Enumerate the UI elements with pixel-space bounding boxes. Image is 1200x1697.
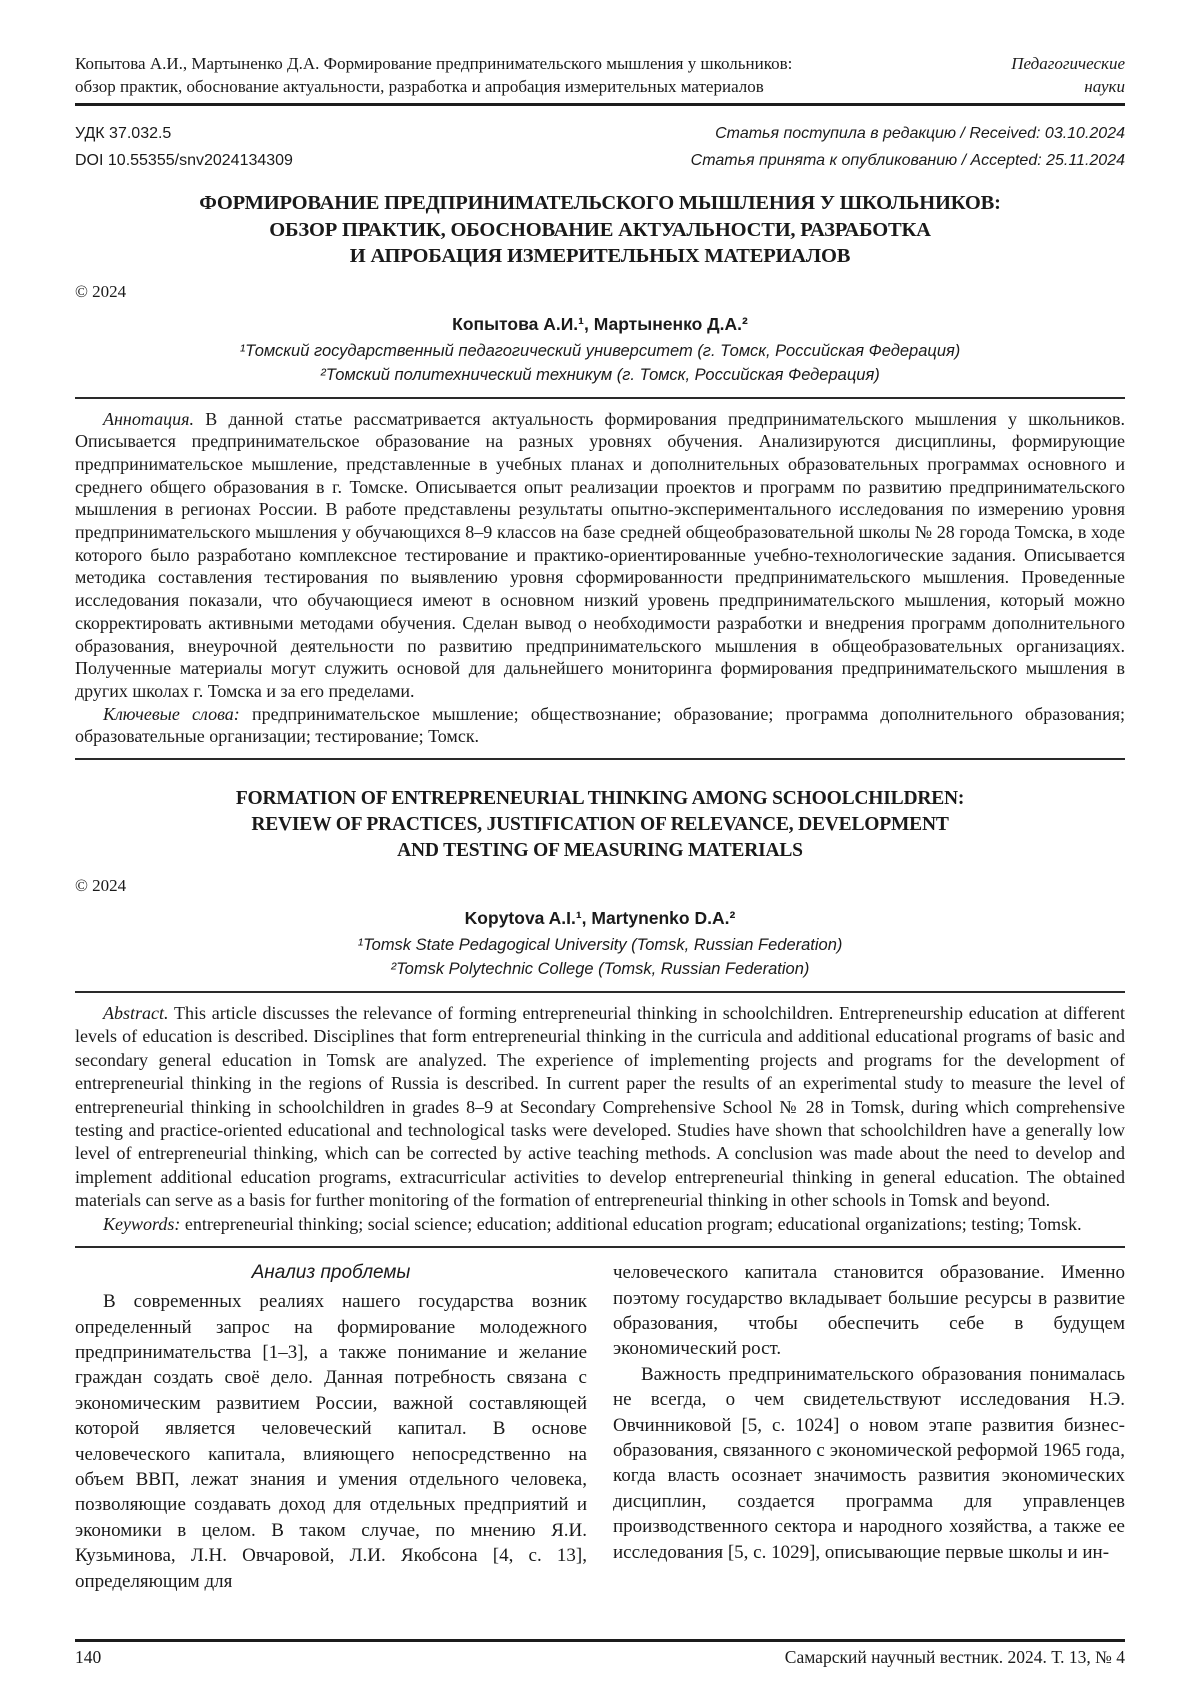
page-number: 140 (75, 1647, 102, 1667)
accepted-date: Статья принята к опубликованию / Accepted: 25.11.2024 (690, 152, 1125, 169)
body-column-right (613, 1260, 1125, 1594)
affiliation-en-1: ¹Tomsk State Pedagogical University (Tomsk, Russian Federation) (357, 936, 843, 955)
keywords-ru (75, 703, 1125, 748)
journal-reference: Самарский научный вестник. 2024. Т. 13, № 4 (784, 1647, 1125, 1667)
affiliations-ru (75, 339, 1125, 387)
article-meta (75, 120, 1125, 174)
keywords-en-text: entrepreneurial thinking; social science; education; additional education program; educational organizations; testing; Tomsk. (180, 1213, 1082, 1234)
title-ru-line2: ОБЗОР ПРАКТИК, ОБОСНОВАНИЕ АКТУАЛЬНОСТИ, РАЗРАБОТКА (269, 218, 931, 241)
meta-row-udc-received (75, 120, 1125, 147)
divider-below-keywords-ru (75, 758, 1125, 760)
divider-above-abstract-ru (75, 397, 1125, 399)
running-head-article-ref (75, 52, 792, 98)
page-title-ru (75, 190, 1125, 270)
abstract-ru (75, 408, 1125, 703)
abstract-ru-text: В данной статье рассматривается актуальность формирования предпринимательского мышления у школьников. Описывается предпринимательское образование на разных уровнях обучения. Анализируются дисциплины, формирующие предпринимательское мышление, представленные в учебных планах и дополнительных образовательных программах основного и среднего общего образования в г. Томске. Описывается опыт реализации проектов и программ по развитию предпринимательского мышления в регионах России. В работе представлены результаты опытно-экспериментального исследования по измерению уровня предпринимательского мышления у обучающихся 8–9 классов на базе средней общеобразовательной школы № 28 города Томска, в ходе которого было разработано комплексное тестирование и практико-ориентированные учебно-технологические задания. Описывается методика составления тестирования по выявлению уровня сформированности предпринимательского мышления. Проведенные исследования показали, что обучающиеся имеют в основном низкий уровень предпринимательского мышления, который можно скорректировать активными методами обучения. Сделан вывод о необходимости разработки и внедрения программ дополнительного образования, внеурочной деятельности по развитию предпринимательского мышления в общеобразовательных организациях. Полученные материалы могут служить основой для дальнейшего мониторинга формирования предпринимательского мышления в других школах г. Томска и за его пределами. (75, 408, 1125, 701)
divider-below-keywords-en (75, 1246, 1125, 1248)
section-heading-analysis: Анализ проблемы (251, 1262, 411, 1284)
authors-en: Kopytova A.I.¹, Martynenko D.A.² (464, 908, 736, 929)
abstract-en-text: This article discusses the relevance of forming entrepreneurial thinking in schoolchildren. Entrepreneurship education at different levels of education is described. Disciplines that form entrepreneurial thinking in the curricula and additional educational programs of basic and secondary general education in Tomsk are analyzed. The experience of implementing projects and programs for the development of entrepreneurial thinking in the regions of Russia is described. In current paper the results of an experimental study to measure the level of entrepreneurial thinking in schoolchildren in grades 8–9 at Secondary Comprehensive School № 28 in Tomsk, during which comprehensive testing and practice-oriented educational and technological tasks were developed. Studies have shown that schoolchildren have a generally low level of entrepreneurial thinking, which can be corrected by active teaching methods. A conclusion was made about the need to develop and implement additional education programs, extracurricular activities to develop entrepreneurial thinking in general education. The obtained materials can serve as a basis for further monitoring of the formation of entrepreneurial thinking in other schools in Tomsk and beyond. (75, 1003, 1125, 1211)
copyright-ru: © 2024 (75, 281, 127, 301)
running-head (75, 52, 1125, 106)
body-paragraph: Важность предпринимательского образования понималась не всегда, о чем свидетельствуют исследования Н.Э. Овчинниковой [5, с. 1024] о новом этапе развития бизнес-образования, связанного с экономической реформой 1965 года, когда власть осознает значимость развития экономических дисциплин, создается программа для управленцев производственного сектора и народного хозяйства, а также ее исследования [5, с. 1029], описывающие первые школы и ин- (613, 1363, 1125, 1563)
doi-code: DOI 10.55355/snv2024134309 (75, 152, 293, 169)
body-column-left (75, 1260, 587, 1594)
affiliation-ru-1: ¹Томский государственный педагогический университет (г. Томск, Российская Федерация) (239, 341, 961, 360)
keywords-en-label: Keywords: (103, 1213, 181, 1234)
authors-ru: Копытова А.И.¹, Мартыненко Д.А.² (452, 313, 748, 334)
running-head-section-line1: Педагогические (1011, 54, 1125, 73)
title-en-line1: FORMATION OF ENTREPRENEURIAL THINKING AMONG SCHOOLCHILDREN: (235, 788, 965, 810)
running-head-section-line2: науки (1084, 77, 1125, 96)
article-body-columns (75, 1260, 1125, 1594)
body-paragraph: В современных реалиях нашего государства возник определенный запрос на формирование молодежного предпринимательства [1–3], а также понимание и желание граждан создать своё дело. Данная потребность связана с экономическим развитием России, важной составляющей которой является человеческий капитал. В основе человеческого капитала, влияющего непосредственно на объем ВВП, лежат знания и умения отдельного человека, позволяющие создавать доход для отдельных предприятий и экономики в целом. В таком случае, по мнению Я.И. Кузьминова, Л.Н. Овчаровой, Л.И. Якобсона [4, с. 13], определяющим для (75, 1291, 587, 1592)
meta-row-doi-accepted (75, 147, 1125, 174)
divider-above-abstract-en (75, 991, 1125, 993)
affiliation-en-2: ²Tomsk Polytechnic College (Tomsk, Russian Federation) (390, 960, 810, 979)
abstract-block-ru (75, 408, 1125, 749)
page-title-en (75, 786, 1125, 864)
title-ru-line1: ФОРМИРОВАНИЕ ПРЕДПРИНИМАТЕЛЬСКОГО МЫШЛЕНИЯ У ШКОЛЬНИКОВ: (199, 192, 1001, 214)
title-ru-line3: И АПРОБАЦИЯ ИЗМЕРИТЕЛЬНЫХ МАТЕРИАЛОВ (349, 245, 851, 267)
keywords-en (75, 1213, 1125, 1236)
keywords-ru-text: предпринимательское мышление; обществознание; образование; программа дополнительного образования; образовательные организации; тестирование; Томск. (75, 703, 1125, 747)
copyright-en: © 2024 (75, 876, 127, 896)
running-head-line1: Копытова А.И., Мартыненко Д.А. Формирование предпринимательского мышления у школьников: (75, 54, 793, 73)
running-head-line2: обзор практик, обоснование актуальности, разработка и апробация измерительных материалов (75, 77, 764, 96)
keywords-ru-label: Ключевые слова: (103, 703, 240, 724)
title-en-line3: AND TESTING OF MEASURING MATERIALS (397, 840, 803, 862)
abstract-en (75, 1002, 1125, 1213)
body-paragraph: человеческого капитала становится образование. Именно поэтому государство вкладывает большие ресурсы в развитие образования, чтобы обеспечить себе в будущем экономический рост. (613, 1262, 1125, 1360)
title-en-line2: REVIEW OF PRACTICES, JUSTIFICATION OF RELEVANCE, DEVELOPMENT (251, 814, 949, 836)
udc-code: УДК 37.032.5 (75, 125, 172, 142)
running-head-section (1011, 52, 1125, 98)
abstract-block-en (75, 1002, 1125, 1236)
affiliations-en (75, 933, 1125, 981)
affiliation-ru-2: ²Томский политехнический техникум (г. Томск, Российская Федерация) (320, 365, 880, 384)
abstract-ru-label: Аннотация. (103, 408, 194, 429)
page-footer (75, 1639, 1125, 1668)
abstract-en-label: Abstract. (103, 1003, 169, 1024)
received-date: Статья поступила в редакцию / Received: 03.10.2024 (715, 125, 1125, 142)
